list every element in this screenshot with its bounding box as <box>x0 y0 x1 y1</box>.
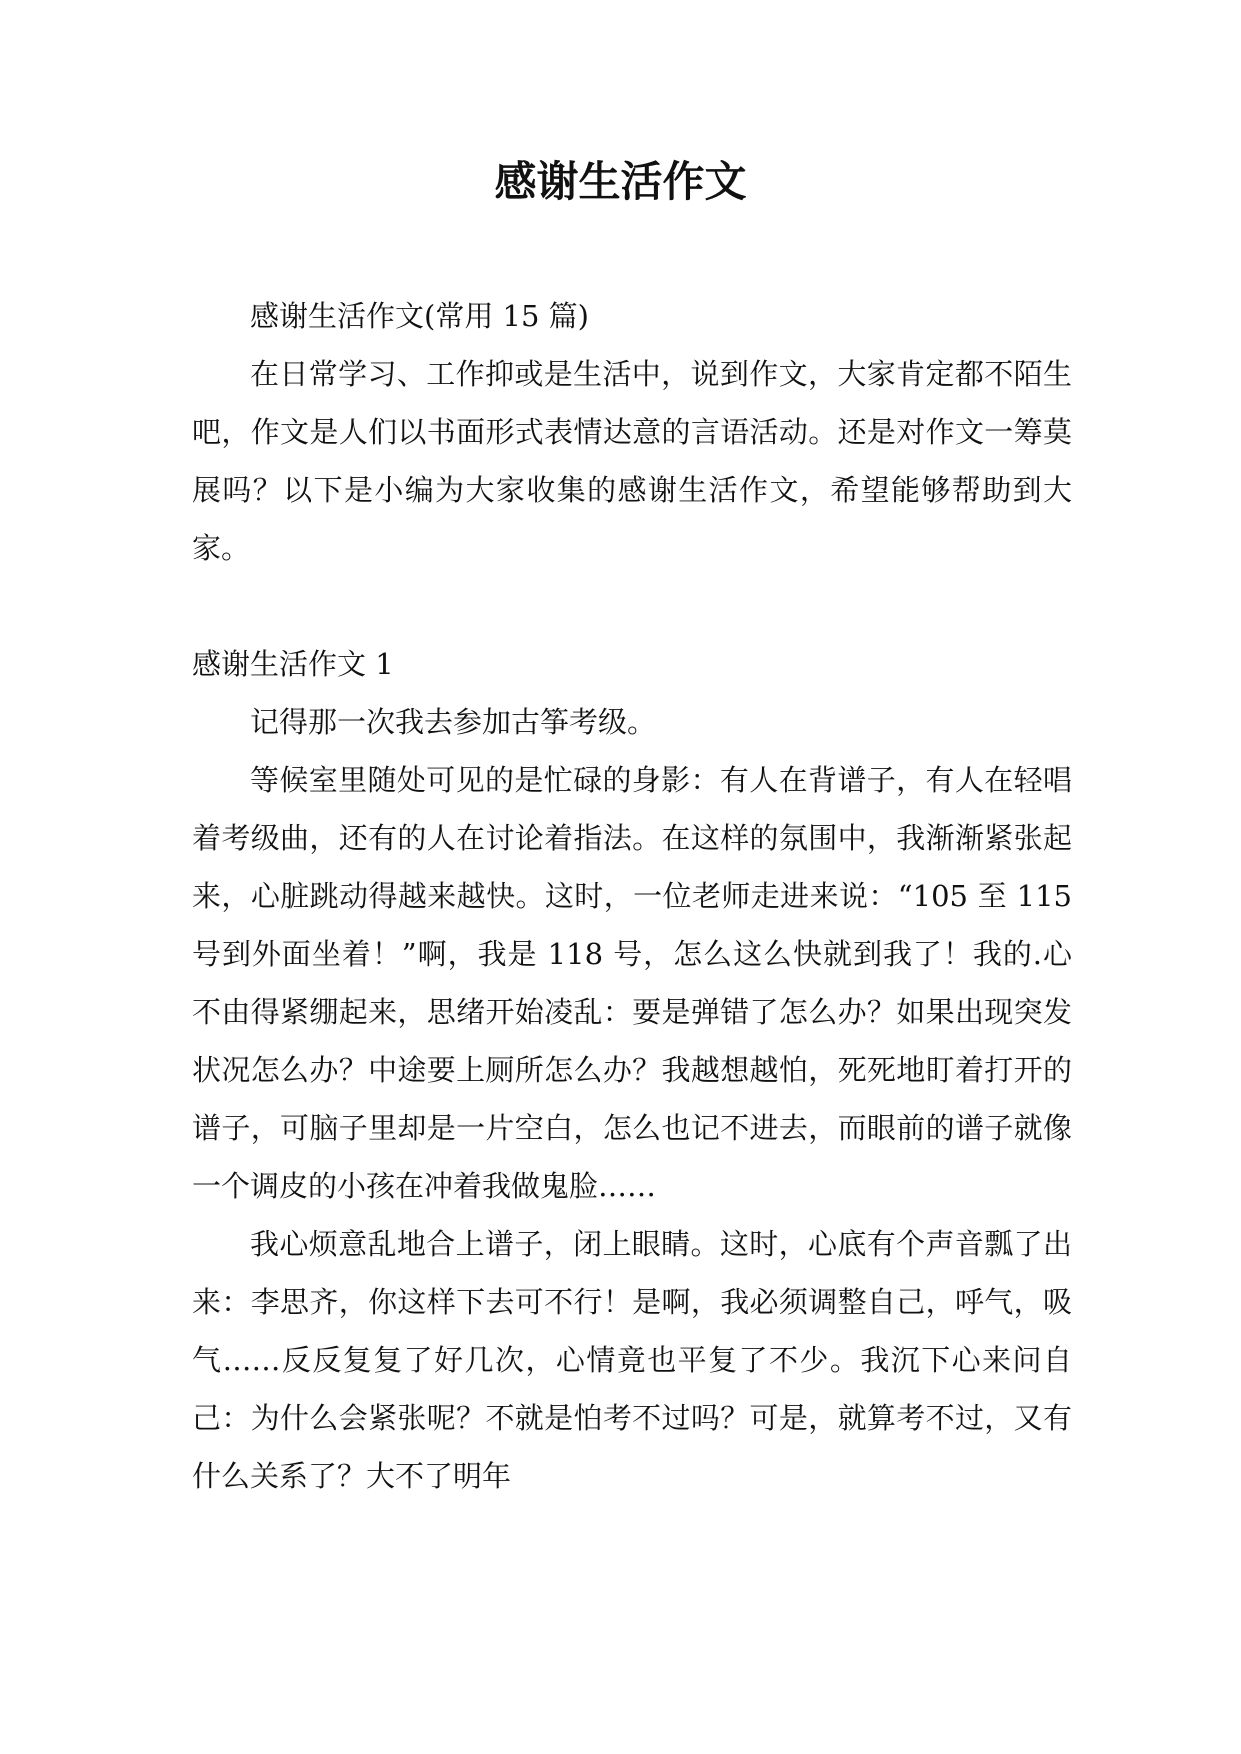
document-body <box>192 287 1072 1505</box>
document-title: 感谢生活作文 <box>494 157 747 206</box>
body-paragraph: 我心烦意乱地合上谱子，闭上眼睛。这时，心底有个声音瓢了出来：李思齐，你这样下去可不行！是啊，我必须调整自己，呼气，吸气……反反复复了好几次，心情竟也平复了不少。我沉下心来问自己：为什么会紧张呢？不就是怕考不过吗？可是，就算考不过，又有什么关系了？大不了明年 <box>192 1227 1072 1493</box>
section-heading: 感谢生活作文 1 <box>192 647 394 681</box>
intro-paragraph: 在日常学习、工作抑或是生活中，说到作文，大家肯定都不陌生吧，作文是人们以书面形式表情达意的言语活动。还是对作文一筹莫展吗？以下是小编为大家收集的感谢生活作文，希望能够帮助到大家。 <box>192 357 1072 565</box>
body-paragraph: 记得那一次我去参加古筝考级。 <box>250 705 657 739</box>
body-paragraph: 等候室里随处可见的是忙碌的身影：有人在背谱子，有人在轻唱着考级曲，还有的人在讨论着指法。在这样的氛围中，我渐渐紧张起来，心脏跳动得越来越快。这时，一位老师走进来说：“105 至 115 号到外面坐着！”啊，我是 118 号，怎么这么快就到我了！我的.心不由得紧绷起来，思绪开始凌乱：要是弹错了怎么办？如果出现突发状况怎么办？中途要上厕所怎么办？我越想越怕，死死地盯着打开的谱子，可脑子里却是一片空白，怎么也记不进去，而眼前的谱子就像一个调皮的小孩在冲着我做鬼脸…… <box>192 763 1072 1203</box>
section-spacer <box>192 577 1072 635</box>
document-subtitle: 感谢生活作文(常用 15 篇) <box>250 299 589 333</box>
